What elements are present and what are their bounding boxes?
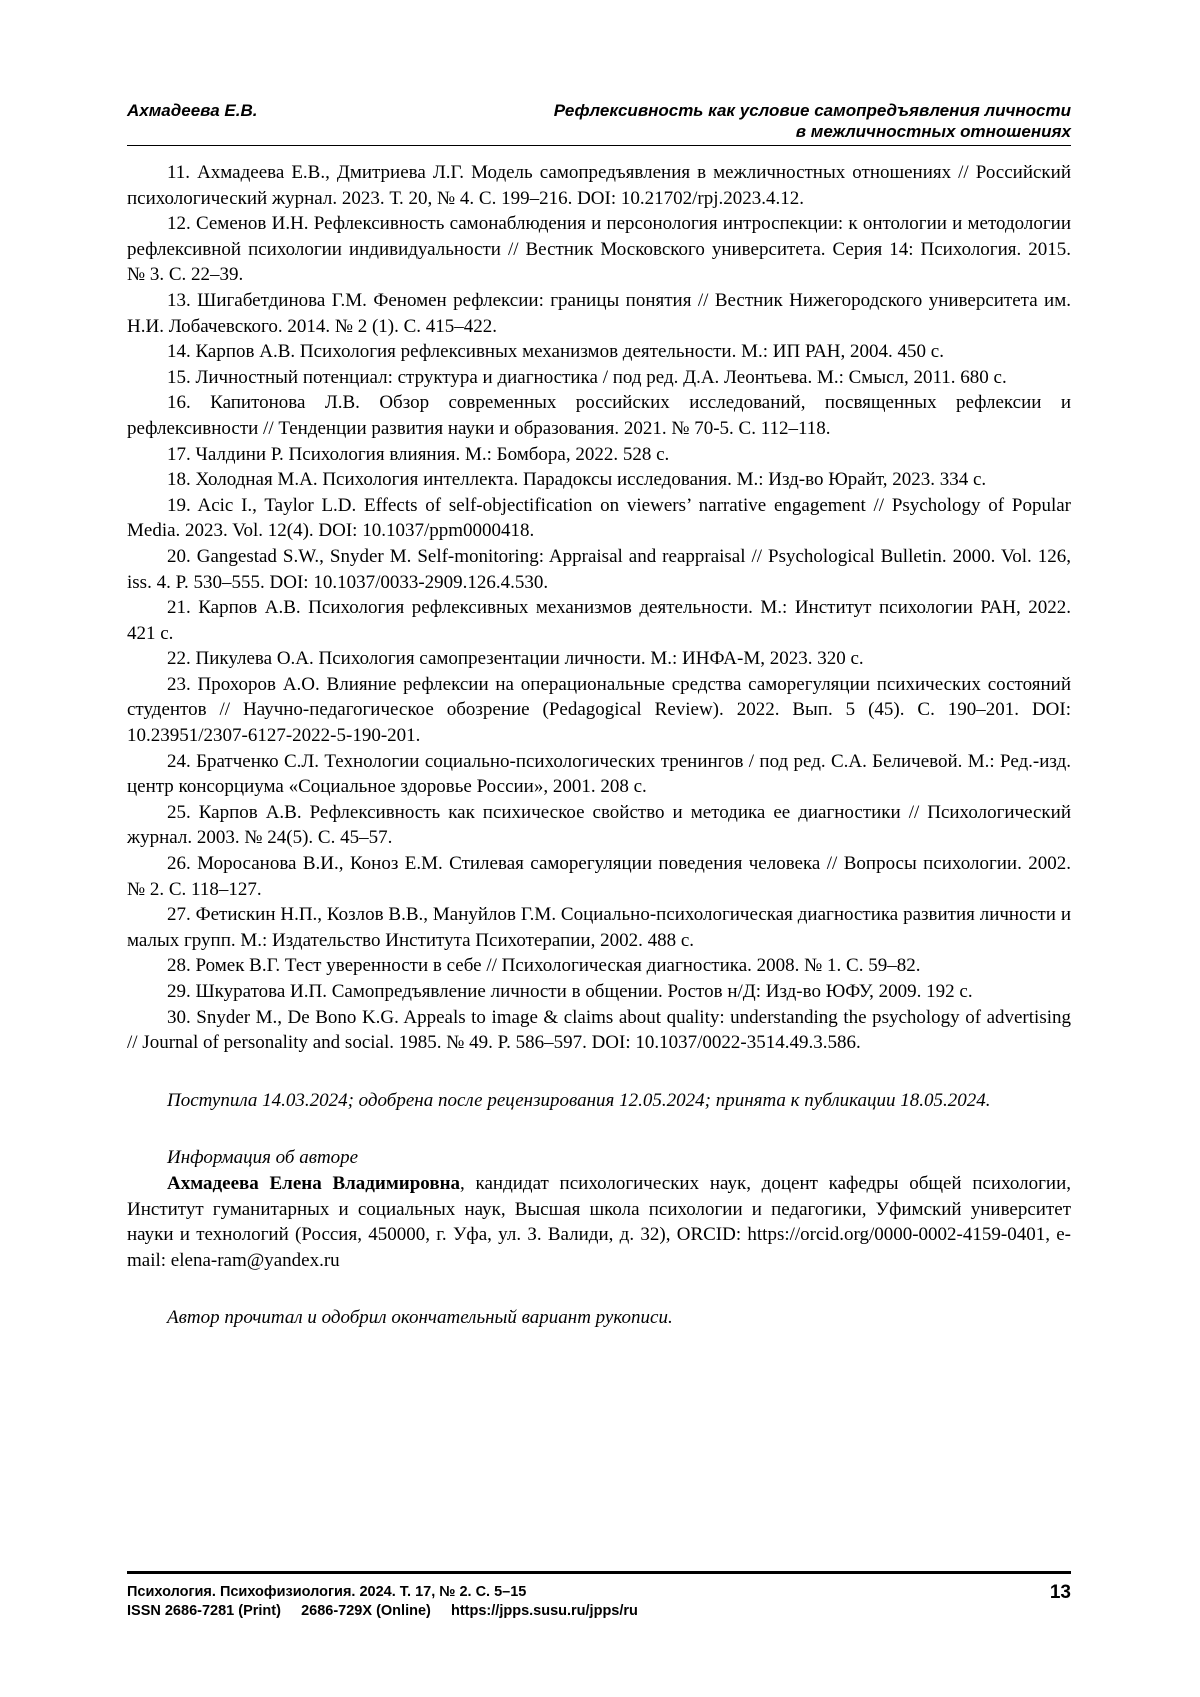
- received-dates: Поступила 14.03.2024; одобрена после рецензирования 12.05.2024; принята к публикации 18.05.2024.: [167, 1089, 991, 1111]
- reference-item: 15. Личностный потенциал: структура и диагностика / под ред. Д.А. Леонтьева. М.: Смысл, 2011. 680 с.: [167, 366, 1007, 388]
- author-info-heading: Информация об авторе: [167, 1147, 359, 1169]
- reference-item: 29. Шкуратова И.П. Самопредъявление личности в общении. Ростов н/Д: Изд-во ЮФУ, 2009. 192 с.: [167, 981, 973, 1002]
- issn-online: 2686-729X (Online): [301, 1603, 431, 1619]
- journal-url: https://jpps.susu.ru/jpps/ru: [451, 1603, 638, 1619]
- reference-item: 18. Холодная М.А. Психология интеллекта. Парадоксы исследования. М.: Изд-во Юрайт, 2023. 334 с.: [167, 469, 987, 491]
- reference-item: 30. Snyder M., De Bono K.G. Appeals to image & claims about quality: understanding the psychology of advertising // Journal of personality and social. 1985. № 49. P. 586–597. DOI: 10.1037/0022-3514.49.3.586.: [127, 1006, 1071, 1054]
- reference-item: 12. Семенов И.Н. Рефлексивность самонаблюдения и персонология интроспекции: к онтологии и методологии рефлексивной психологии индивидуальности // Вестник Московского университета. Серия 14: Психология. 2015. № 3. С. 22–39.: [127, 213, 1071, 286]
- reference-item: 25. Карпов А.В. Рефлексивность как психическое свойство и методика ее диагностики // Психологический журнал. 2003. № 24(5). С. 45–57.: [127, 801, 1071, 849]
- reference-item: 19. Acic I., Taylor L.D. Effects of self-objectification on viewers’ narrative engagement // Psychology of Popular Media. 2023. Vol. 12(4). DOI: 10.1037/ppm0000418.: [127, 494, 1071, 542]
- page-body: [127, 160, 1071, 1331]
- reference-item: 22. Пикулева О.А. Психология самопрезентации личности. М.: ИНФА-М, 2023. 320 с.: [167, 648, 864, 670]
- header-divider: [127, 145, 1071, 146]
- header-title-line-1: Рефлексивность как условие самопредъявления личности: [553, 101, 1071, 120]
- reference-item: 20. Gangestad S.W., Snyder M. Self-monitoring: Appraisal and reappraisal // Psychological Bulletin. 2000. Vol. 126, iss. 4. P. 530–555. DOI: 10.1037/0033-2909.126.4.530.: [127, 545, 1071, 593]
- reference-item: 28. Ромек В.Г. Тест уверенности в себе // Психологическая диагностика. 2008. № 1. С. 59–82.: [167, 955, 921, 977]
- header-author: Ахмадеева Е.В.: [127, 101, 258, 120]
- reference-item: 26. Моросанова В.И., Коноз Е.М. Стилевая саморегуляции поведения человека // Вопросы психологии. 2002. № 2. С. 118–127.: [127, 853, 1071, 900]
- header-title: [554, 100, 1071, 142]
- issn-print: ISSN 2686-7281 (Print): [127, 1603, 281, 1619]
- author-details: , кандидат психологических наук, доцент кафедры общей психологии, Институт гуманитарных и социальных наук, Высшая школа психологии и педагогики, Уфимский университет науки и технологий (Россия, 450000, г. Уфа, ул. З. Валиди, д. 32), ORCID: https://orcid.org/0000-0002-4159-0401, e-mail: elena-ram@yandex.ru: [127, 1172, 1071, 1271]
- reference-item: 13. Шигабетдинова Г.М. Феномен рефлексии: границы понятия // Вестник Нижегородского университета им. Н.И. Лобачевского. 2014. № 2 (1). С. 415–422.: [127, 289, 1071, 337]
- reference-item: 17. Чалдини Р. Психология влияния. М.: Бомбора, 2022. 528 с.: [167, 443, 670, 465]
- reference-item: 27. Фетискин Н.П., Козлов В.В., Мануйлов Г.М. Социально-психологическая диагностика развития личности и малых групп. М.: Издательство Института Психотерапии, 2002. 488 с.: [127, 904, 1071, 951]
- reference-item: 16. Капитонова Л.В. Обзор современных российских исследований, посвященных рефлексии и рефлексивности // Тенденции развития науки и образования. 2021. № 70-5. С. 112–118.: [127, 392, 1071, 439]
- author-info: [127, 1171, 1071, 1273]
- reference-item: 14. Карпов А.В. Психология рефлексивных механизмов деятельности. М.: ИП РАН, 2004. 450 с.: [167, 341, 944, 363]
- header-title-line-2: в межличностных отношениях: [795, 122, 1071, 141]
- reference-list: [127, 160, 1071, 1056]
- journal-citation: Психология. Психофизиология. 2024. Т. 17, № 2. С. 5–15: [127, 1584, 527, 1600]
- reference-item: 21. Карпов А.В. Психология рефлексивных механизмов деятельности. М.: Институт психологии РАН, 2022. 421 с.: [127, 597, 1071, 644]
- page-number: 13: [1049, 1582, 1071, 1603]
- reference-item: 23. Прохоров А.О. Влияние рефлексии на операциональные средства саморегуляции психических состояний студентов // Научно-педагогическое обозрение (Pedagogical Review). 2022. Вып. 5 (45). С. 190–201. DOI: 10.23951/2307-6127-2022-5-190-201.: [127, 673, 1071, 747]
- footer-divider: [127, 1571, 1071, 1574]
- reference-item: 24. Братченко С.Л. Технологии социально-психологических тренингов / под ред. С.А. Беличевой. М.: Ред.-изд. центр консорциума «Социальное здоровье России», 2001. 208 с.: [127, 750, 1071, 798]
- reference-item: 11. Ахмадеева Е.В., Дмитриева Л.Г. Модель самопредъявления в межличностных отношениях // Российский психологический журнал. 2023. Т. 20, № 4. С. 199–216. DOI: 10.21702/rpj.2023.4.12.: [127, 162, 1071, 209]
- issn-line: [127, 1602, 638, 1621]
- approval-statement: Автор прочитал и одобрил окончательный вариант рукописи.: [167, 1307, 673, 1329]
- author-name: Ахмадеева Елена Владимировна: [167, 1172, 461, 1194]
